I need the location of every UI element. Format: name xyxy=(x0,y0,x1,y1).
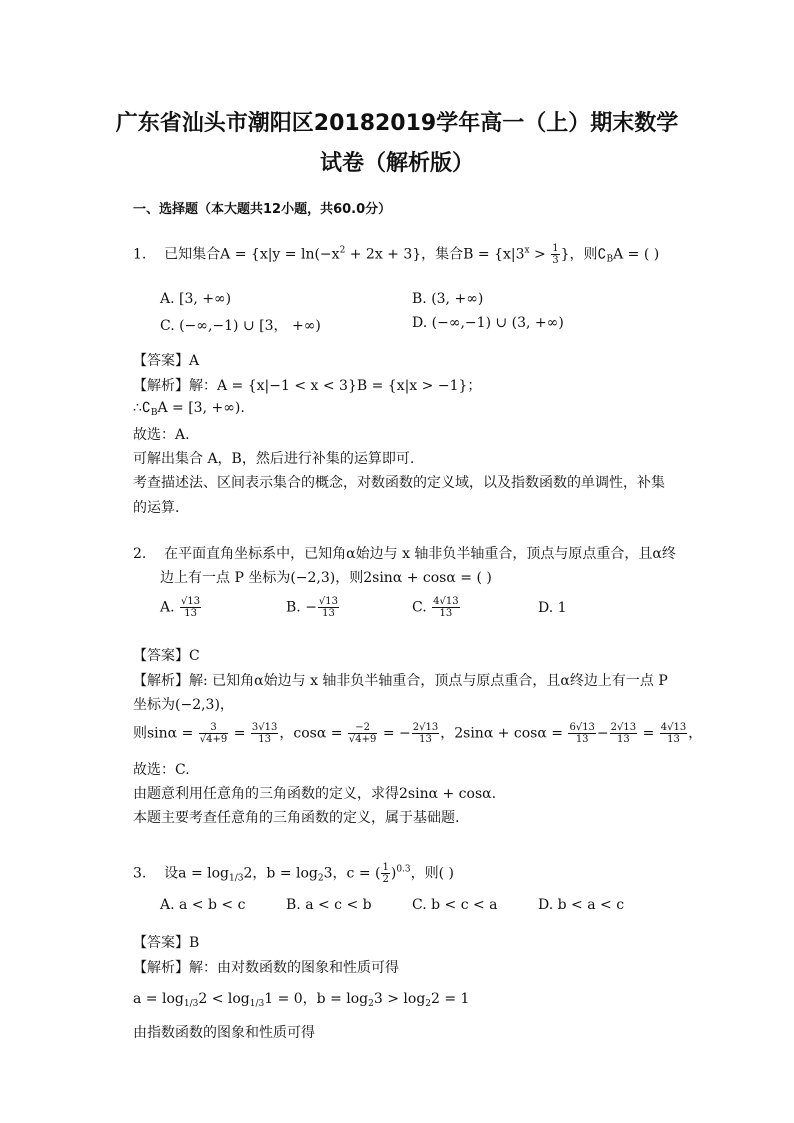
q2-f1 xyxy=(199,722,228,745)
q2-f7-num: 4√13 xyxy=(660,722,687,733)
q3-exp2-sub4: 2 xyxy=(425,999,432,1009)
q3-option-c: C. b < c < a xyxy=(412,897,498,913)
q1-explanation-2 xyxy=(133,400,245,418)
q2-f4 xyxy=(412,722,439,745)
q2-exp3-b: ，cosα = xyxy=(279,725,347,742)
q2-number: 2. xyxy=(133,546,147,562)
q3-stem-b: 2，b = log xyxy=(243,865,318,882)
q1-frac-den: 3 xyxy=(552,255,559,266)
q2-f1-num: 3 xyxy=(199,722,228,734)
q3-stem-d: ) xyxy=(390,865,397,882)
q2-comma: ， xyxy=(688,725,703,742)
q2-opta-den: 13 xyxy=(184,608,197,619)
q1-stem xyxy=(133,243,659,266)
doc-title-line2: 试卷（解析版） xyxy=(319,151,474,176)
q1-sup-x: x xyxy=(524,245,530,256)
q1-answer: 【答案】A xyxy=(133,353,200,369)
q2-f6-num: 2√13 xyxy=(610,722,637,733)
q3-exp2-d: 3 > log xyxy=(373,991,426,1007)
q1-stem-a: 已知集合A = {x|y = ln(−x xyxy=(164,246,340,263)
q1-option-d: D. (−∞,−1) ∪ (3, +∞) xyxy=(412,315,564,331)
q2-stem-line2: 边上有一点 P 坐标为(−2,3)，则2sinα + cosα = ( ) xyxy=(160,570,492,586)
q2-f3-num: −2 xyxy=(348,722,377,734)
q2-optb-den: 13 xyxy=(322,608,335,619)
q2-f2-num: 3√13 xyxy=(251,722,278,733)
q2-explanation-4: 故选：C. xyxy=(133,762,190,778)
q1-option-a: A. [3, +∞) xyxy=(160,291,232,307)
q3-frac xyxy=(381,862,389,885)
q1-explanation-6: 的运算. xyxy=(133,500,180,516)
q2-option-d: D. 1 xyxy=(538,600,567,616)
q2-exp3-a: 则sinα = xyxy=(133,725,198,742)
q3-exp2-a: a = log xyxy=(133,991,184,1007)
q2-option-b xyxy=(286,596,340,619)
q3-answer: 【答案】B xyxy=(133,935,200,951)
section-heading: 一、选择题（本大题共12小题，共60.0分） xyxy=(133,202,392,217)
q2-opta-frac xyxy=(180,596,201,619)
q1-exp2-a: ∴∁ xyxy=(133,400,151,416)
q2-opta-label: A. xyxy=(160,599,175,616)
q2-f1-den: √4+9 xyxy=(199,734,228,745)
q3-explanation-1: 【解析】解：由对数函数的图象和性质可得 xyxy=(133,960,399,976)
q2-explanation-3 xyxy=(133,722,702,745)
q3-stem-e: ，则( ) xyxy=(410,865,455,882)
q3-option-d: D. b < a < c xyxy=(538,897,625,913)
q1-sub-b: B xyxy=(606,254,614,265)
q3-sup: 0.3 xyxy=(396,864,411,875)
q2-f2-den: 13 xyxy=(258,734,271,745)
q2-optb-label: B. − xyxy=(286,599,317,616)
q2-optb-num: √13 xyxy=(318,596,339,607)
q2-explanation-2: 坐标为(−2,3)， xyxy=(133,697,234,713)
q3-exp2-c: 1 = 0，b = log xyxy=(264,991,369,1007)
q1-exp2-sub: B xyxy=(150,408,158,418)
q2-optc-label: C. xyxy=(412,599,427,616)
doc-title-line1: 广东省汕头市潮阳区20182019学年高一（上）期末数学 xyxy=(115,111,679,136)
q2-option-c xyxy=(412,596,461,619)
q2-f7-den: 13 xyxy=(667,734,680,745)
q1-stem-e: A = ( ) xyxy=(613,246,660,263)
q1-fraction xyxy=(551,243,559,266)
q2-f5-num: 6√13 xyxy=(569,722,595,733)
q3-number: 3. xyxy=(133,865,147,882)
q2-explanation-5: 由题意利用任意角的三角函数的定义，求得2sinα + cosα. xyxy=(133,786,497,802)
q3-exp2-b: 2 < log xyxy=(198,991,250,1007)
q3-sub-1: 1/3 xyxy=(229,873,244,884)
q2-f4-den: 13 xyxy=(419,734,432,745)
q2-answer: 【答案】C xyxy=(133,648,200,664)
q1-option-b: B. (3, +∞) xyxy=(412,291,484,307)
q2-f6-den: 13 xyxy=(617,734,630,745)
q2-f4-num: 2√13 xyxy=(412,722,439,733)
q2-optc-den: 13 xyxy=(439,608,453,619)
q3-stem xyxy=(133,862,454,885)
q3-exp2-e: 2 = 1 xyxy=(431,991,470,1007)
q2-f3-den: √4+9 xyxy=(348,734,377,745)
q1-stem-d: }，则∁ xyxy=(560,246,607,263)
q2-f5-den: 13 xyxy=(575,734,589,745)
q2-optc-num: 4√13 xyxy=(433,596,459,607)
q1-stem-c: > xyxy=(529,246,551,263)
q3-stem-a: 设a = log xyxy=(164,865,230,882)
q1-frac-num: 1 xyxy=(552,243,559,254)
q3-sub-2: 2 xyxy=(317,873,324,884)
q2-eq1: = xyxy=(229,725,250,742)
q2-stem1: 在平面直角坐标系中，已知角α始边与 x 轴非负半轴重合，顶点与原点重合，且α终 xyxy=(164,546,676,562)
q1-exp2-b: A = [3, +∞). xyxy=(157,400,245,416)
q3-stem-c: 3，c = ( xyxy=(323,865,381,882)
q2-f5 xyxy=(568,722,595,745)
q2-optc-frac xyxy=(432,596,459,619)
q3-explanation-3: 由指数函数的图象和性质可得 xyxy=(133,1025,315,1041)
q2-eq2: = xyxy=(638,725,659,742)
q1-sup-2: 2 xyxy=(339,245,346,256)
q2-f6 xyxy=(610,722,637,745)
q2-f2 xyxy=(251,722,278,745)
q3-option-b: B. a < c < b xyxy=(286,897,372,913)
q2-minus: − xyxy=(596,725,609,742)
q2-explanation-1: 【解析】解: 已知角α始边与 x 轴非负半轴重合，顶点与原点重合，且α终边上有一点 P xyxy=(133,673,668,689)
q2-f3 xyxy=(348,722,377,745)
q1-number: 1. xyxy=(133,246,147,263)
q2-stem-line1 xyxy=(133,543,676,563)
q3-exp2-sub3: 2 xyxy=(368,999,374,1009)
q1-stem-b: + 2x + 3}，集合B = {x|3 xyxy=(345,246,525,263)
q3-explanation-2 xyxy=(133,988,469,1009)
q3-exp2-sub1: 1/3 xyxy=(183,999,199,1009)
q1-explanation-3: 故选：A. xyxy=(133,427,190,443)
q2-option-a xyxy=(160,596,202,619)
q3-frac-num: 1 xyxy=(382,862,389,873)
q2-exp3-d: ，2sinα + cosα = xyxy=(440,725,568,742)
q2-exp3-c: = − xyxy=(378,725,411,742)
q2-explanation-6: 本题主要考查任意角的三角函数的定义，属于基础题. xyxy=(133,810,460,826)
q2-f7 xyxy=(660,722,687,745)
q3-frac-den: 2 xyxy=(382,874,389,885)
q2-optb-frac xyxy=(318,596,339,619)
q3-exp2-sub2: 1/3 xyxy=(249,999,265,1009)
q1-explanation-4: 可解出集合 A，B，然后进行补集的运算即可. xyxy=(133,451,415,467)
q1-option-c: C. (−∞,−1) ∪ [3， +∞) xyxy=(160,318,321,334)
q2-opta-num: √13 xyxy=(181,596,201,607)
q1-explanation-1: 【解析】解：A = {x|−1 < x < 3}B = {x|x > −1}； xyxy=(133,378,482,394)
q1-explanation-5: 考查描述法、区间表示集合的概念，对数函数的定义域，以及指数函数的单调性，补集 xyxy=(133,475,665,491)
q3-option-a: A. a < b < c xyxy=(160,897,246,913)
